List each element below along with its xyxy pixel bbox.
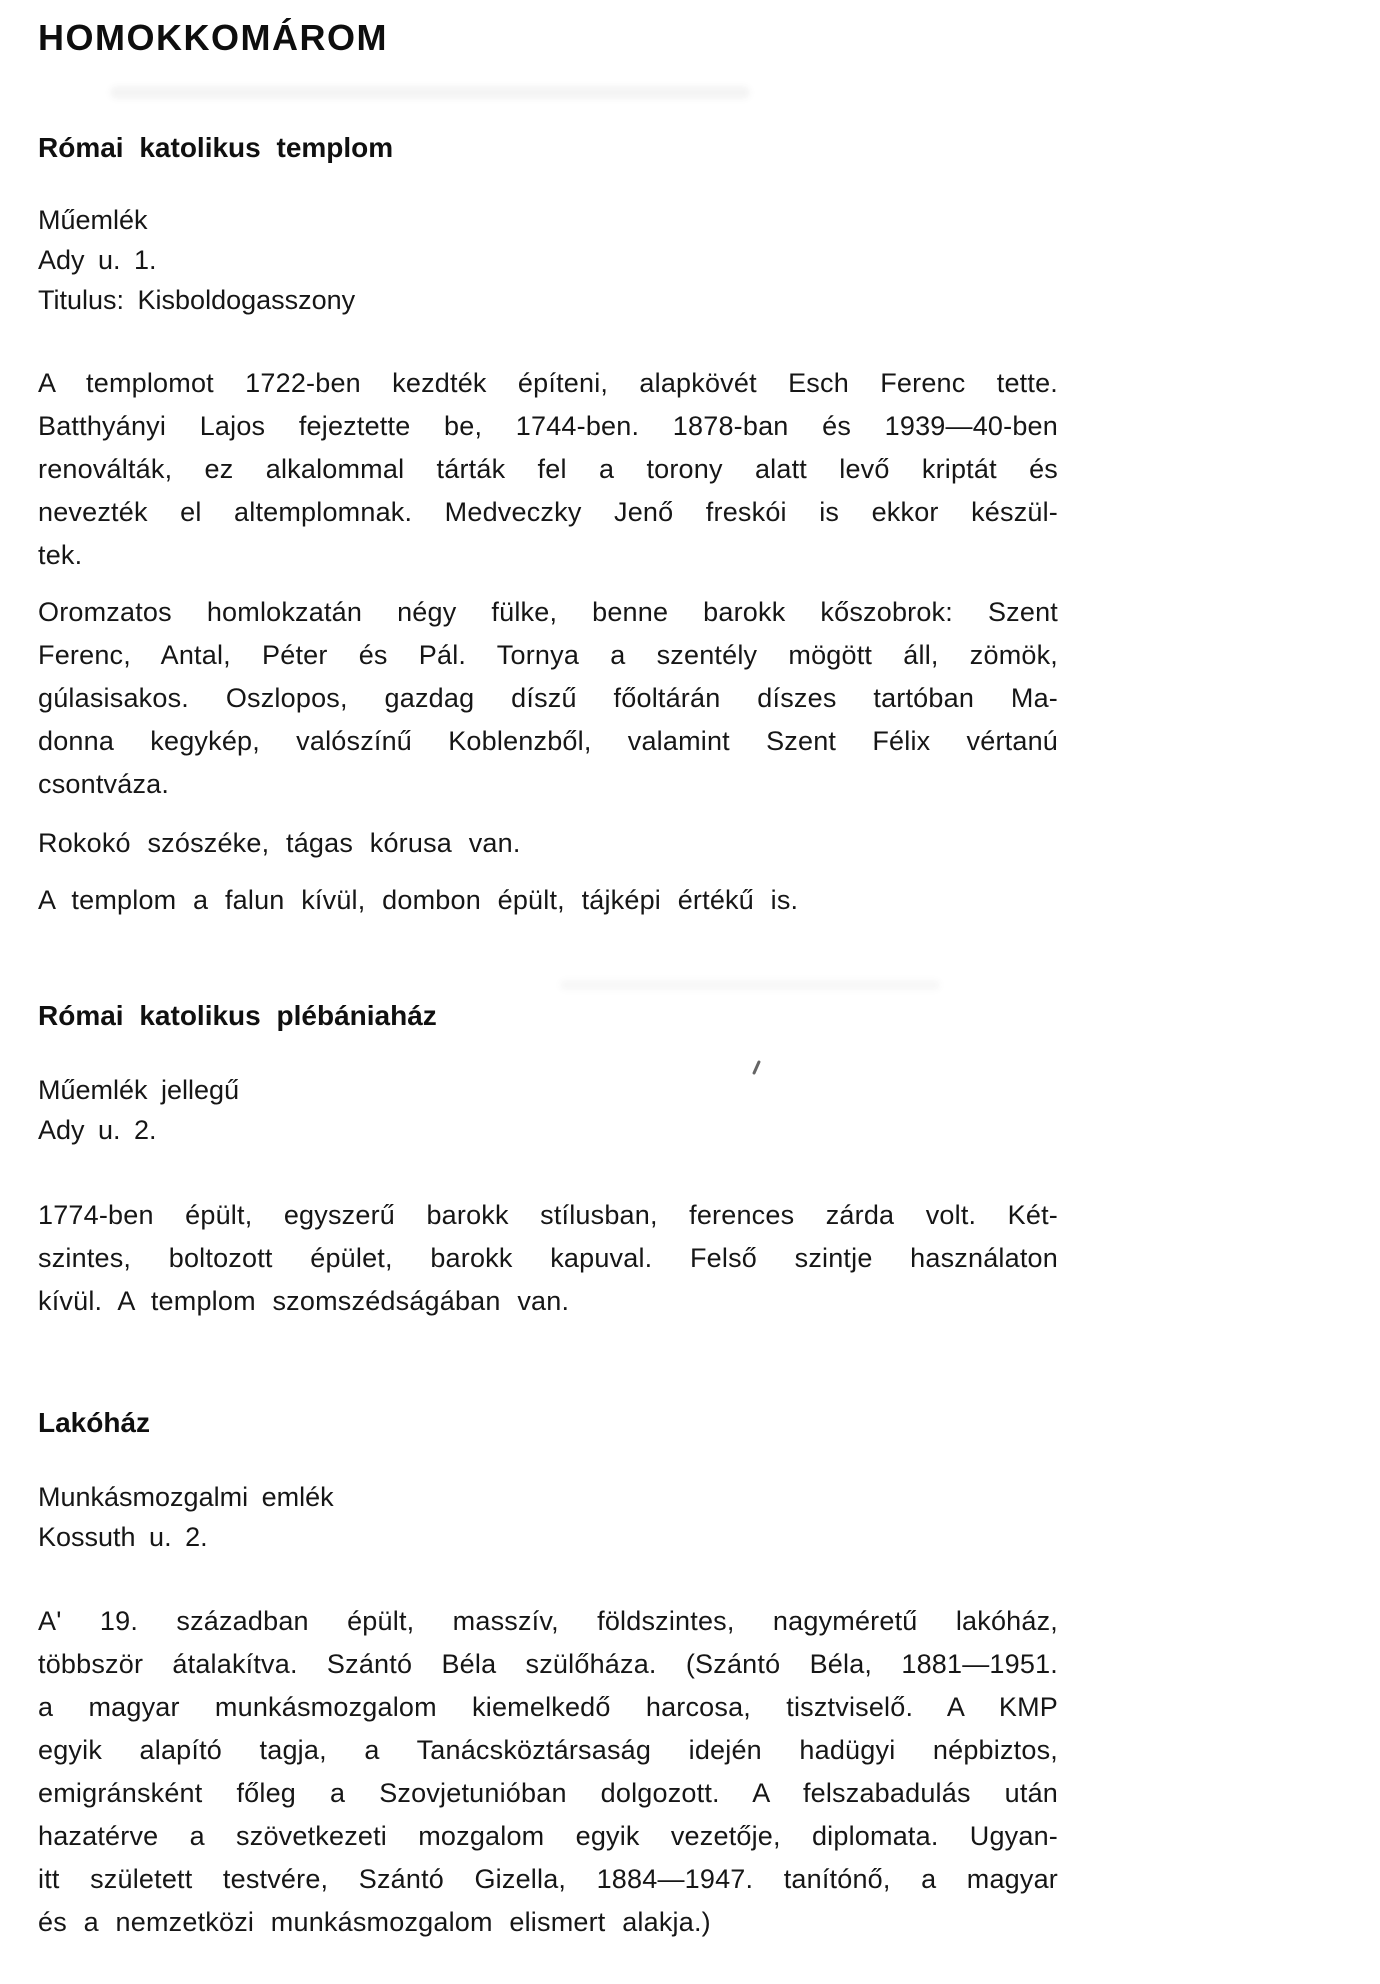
text-line: renoválták, ez alkalommal tárták fel a torony alatt levő kriptát és [38,454,1058,484]
paragraph [38,1600,1058,1944]
meta-titulus: Titulus: Kisboldogasszony [38,285,356,315]
text-line: nevezték el altemplomnak. Medveczky Jenő freskói is ekkor készül- [38,497,1058,527]
text-line: Batthyányi Lajos fejeztette be, 1744-ben. 1878-ban és 1939—40-ben [38,411,1058,441]
meta-address: Kossuth u. 2. [38,1522,208,1552]
meta-status: Műemlék [38,205,148,235]
paragraph [38,822,1058,865]
text-line: szintes, boltozott épület, barokk kapuval. Felső szintje használaton [38,1243,1058,1273]
text-line: tek. [38,540,83,570]
text-line: Oromzatos homlokzatán négy fülke, benne barokk kőszobrok: Szent [38,597,1058,627]
section-dwelling-house [38,1405,1058,1944]
section-catholic-church [38,130,1058,922]
paragraph [38,879,1058,922]
scanned-page [38,0,1058,1944]
paragraph [38,591,1058,806]
page-title: HOMOKKOMÁROM [38,17,388,58]
text-line: a magyar munkásmozgalom kiemelkedő harcosa, tisztviselő. A KMP [38,1692,1058,1722]
text-line: és a nemzetközi munkásmozgalom elismert alakja.) [38,1907,711,1937]
text-line: hazatérve a szövetkezeti mozgalom egyik vezetője, diplomata. Ugyan- [38,1821,1058,1851]
monument-meta [38,1477,1058,1557]
meta-status: Munkásmozgalmi emlék [38,1482,334,1512]
meta-status: Műemlék jellegű [38,1075,240,1105]
section-heading: Lakóház [38,1407,151,1438]
text-line: A' 19. században épült, masszív, földszintes, nagyméretű lakóház, [38,1606,1058,1636]
paragraph [38,362,1058,577]
section-parish-house [38,998,1058,1323]
text-line: egyik alapító tagja, a Tanácsköztársaság idején hadügyi népbiztos, [38,1735,1058,1765]
text-line: kívül. A templom szomszédságában van. [38,1286,570,1316]
monument-meta [38,1070,1058,1150]
text-line: csontváza. [38,769,170,799]
paragraph [38,1194,1058,1323]
meta-address: Ady u. 2. [38,1115,157,1145]
text-line: A templom a falun kívül, dombon épült, tájképi értékű is. [38,885,799,915]
text-line: többször átalakítva. Szántó Béla szülőháza. (Szántó Béla, 1881—1951. [38,1649,1058,1679]
text-line: 1774-ben épült, egyszerű barokk stílusban, ferences zárda volt. Két- [38,1200,1058,1230]
text-line: Ferenc, Antal, Péter és Pál. Tornya a szentély mögött áll, zömök, [38,640,1058,670]
text-line: donna kegykép, valószínű Koblenzből, valamint Szent Félix vértanú [38,726,1058,756]
section-heading: Római katolikus templom [38,132,394,163]
text-line: itt született testvére, Szántó Gizella, 1884—1947. tanítónő, a magyar [38,1864,1058,1894]
section-heading: Római katolikus plébániaház [38,1000,437,1031]
meta-address: Ady u. 1. [38,245,157,275]
monument-meta [38,200,1058,320]
text-line: gúlasisakos. Oszlopos, gazdag díszű főoltárán díszes tartóban Ma- [38,683,1058,713]
text-line: Rokokó szószéke, tágas kórusa van. [38,828,521,858]
text-line: emigránsként főleg a Szovjetunióban dolgozott. A felszabadulás után [38,1778,1058,1808]
text-line: A templomot 1722-ben kezdték építeni, alapkövét Esch Ferenc tette. [38,368,1058,398]
